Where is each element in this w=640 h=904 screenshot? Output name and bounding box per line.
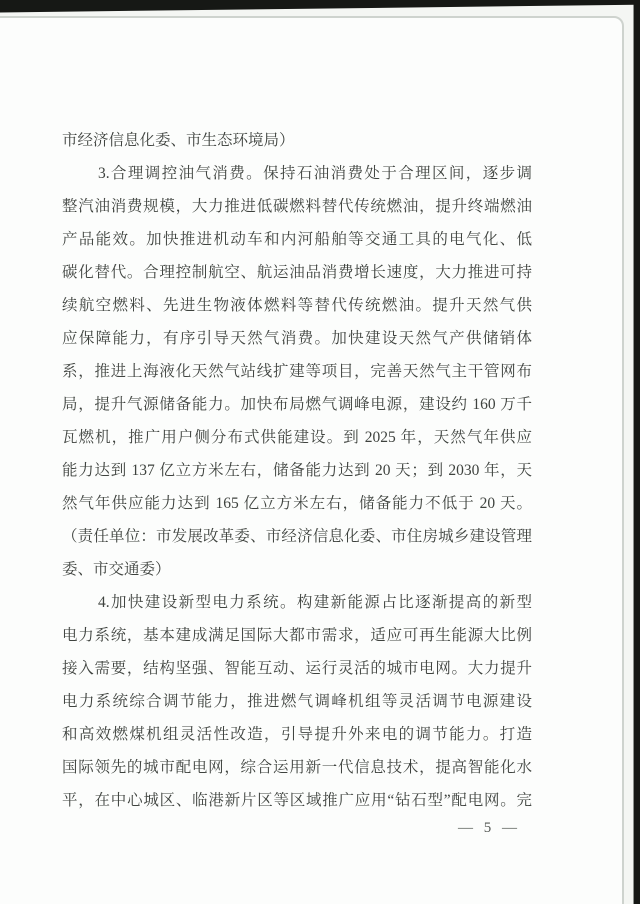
- scan-edge-top: [0, 0, 640, 13]
- text-line: 产品能效。加快推进机动车和内河船舶等交通工具的电气化、低: [62, 231, 532, 248]
- text-line: 4.加快建设新型电力系统。构建新能源占比逐渐提高的新型: [98, 594, 532, 611]
- text-line: 电力系统综合调节能力，推进燃气调峰机组等灵活调节电源建设: [62, 693, 532, 710]
- text-line: 局，提升气源储备能力。加快布局燃气调峰电源，建设约 160 万千: [62, 396, 532, 413]
- text-line: 委、市交通委）: [62, 561, 171, 578]
- text-line: 瓦燃机，推广用户侧分布式供能建设。到 2025 年，天然气年供应: [62, 429, 532, 446]
- text-line: 整汽油消费规模，大力推进低碳燃料替代传统燃油，提升终端燃油: [62, 198, 532, 215]
- text-line: 然气年供应能力达到 165 亿立方米左右，储备能力不低于 20 天。: [62, 495, 532, 512]
- text-line: 国际领先的城市配电网，综合运用新一代信息技术，提高智能化水: [62, 759, 532, 776]
- text-line: 和高效燃煤机组灵活性改造，引导提升外来电的调节能力。打造: [62, 726, 532, 743]
- text-line: 接入需要，结构坚强、智能互动、运行灵活的城市电网。大力提升: [62, 660, 532, 677]
- text-line: （责任单位：市发展改革委、市经济信息化委、市住房城乡建设管理: [62, 528, 532, 545]
- text-line: 市经济信息化委、市生态环境局）: [62, 132, 295, 149]
- text-line: 平，在中心城区、临港新片区等区域推广应用“钻石型”配电网。完: [62, 792, 532, 809]
- text-line: 应保障能力，有序引导天然气消费。加快建设天然气产供储销体: [62, 330, 532, 347]
- text-line: 能力达到 137 亿立方米左右，储备能力达到 20 天；到 2030 年，天: [62, 462, 532, 479]
- text-line: 电力系统，基本建成满足国际大都市需求，适应可再生能源大比例: [62, 627, 532, 644]
- text-line: 续航空燃料、先进生物液体燃料等替代传统燃油。提升天然气供: [62, 297, 532, 314]
- text-line: 3.合理调控油气消费。保持石油消费处于合理区间，逐步调: [98, 165, 532, 182]
- page-number: — 5 —: [458, 820, 517, 836]
- scan-edge-right: [634, 0, 640, 904]
- document-body: [62, 124, 532, 817]
- text-line: 系，推进上海液化天然气站线扩建等项目，完善天然气主干管网布: [62, 363, 532, 380]
- text-line: 碳化替代。合理控制航空、航运油品消费增长速度，大力推进可持: [62, 264, 532, 281]
